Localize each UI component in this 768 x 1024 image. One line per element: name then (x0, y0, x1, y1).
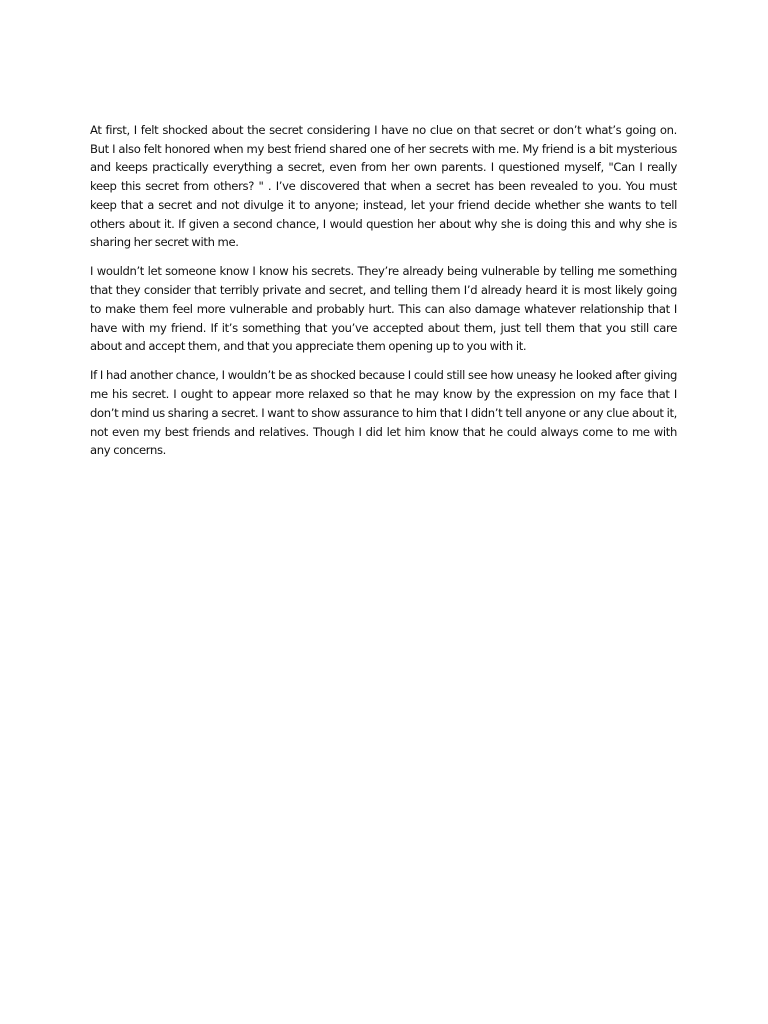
document-body (90, 121, 677, 470)
paragraph-3: If I had another chance, I wouldn’t be as shocked because I could still see how uneasy he looked after giving me his secret. I ought to appear more relaxed so that he may know by the expression on my face that I don’t mind us sharing a secret. I want to show assurance to him that I didn’t tell anyone or any clue about it, not even my best friends and relatives. Though I did let him know that he could always come to me with any concerns. (90, 368, 677, 458)
paragraph-2: I wouldn’t let someone know I know his secrets. They’re already being vulnerable by telling me something that they consider that terribly private and secret, and telling them I’d already heard it is most likely going to make them feel more vulnerable and probably hurt. This can also damage whatever relationship that I have with my friend. If it’s something that you’ve accepted about them, just tell them that you still care about and accept them, and that you appreciate them opening up to you with it. (90, 264, 677, 354)
paragraph-1: At first, I felt shocked about the secret considering I have no clue on that secret or don’t what’s going on. But I also felt honored when my best friend shared one of her secrets with me. My friend is a bit mysterious and keeps practically everything a secret, even from her own parents. I questioned myself, "Can I really keep this secret from others? " . I’ve discovered that when a secret has been revealed to you. You must keep that a secret and not divulge it to anyone; instead, let your friend decide whether she wants to tell others about it. If given a second chance, I would question her about why she is doing this and why she is sharing her secret with me. (90, 123, 677, 250)
